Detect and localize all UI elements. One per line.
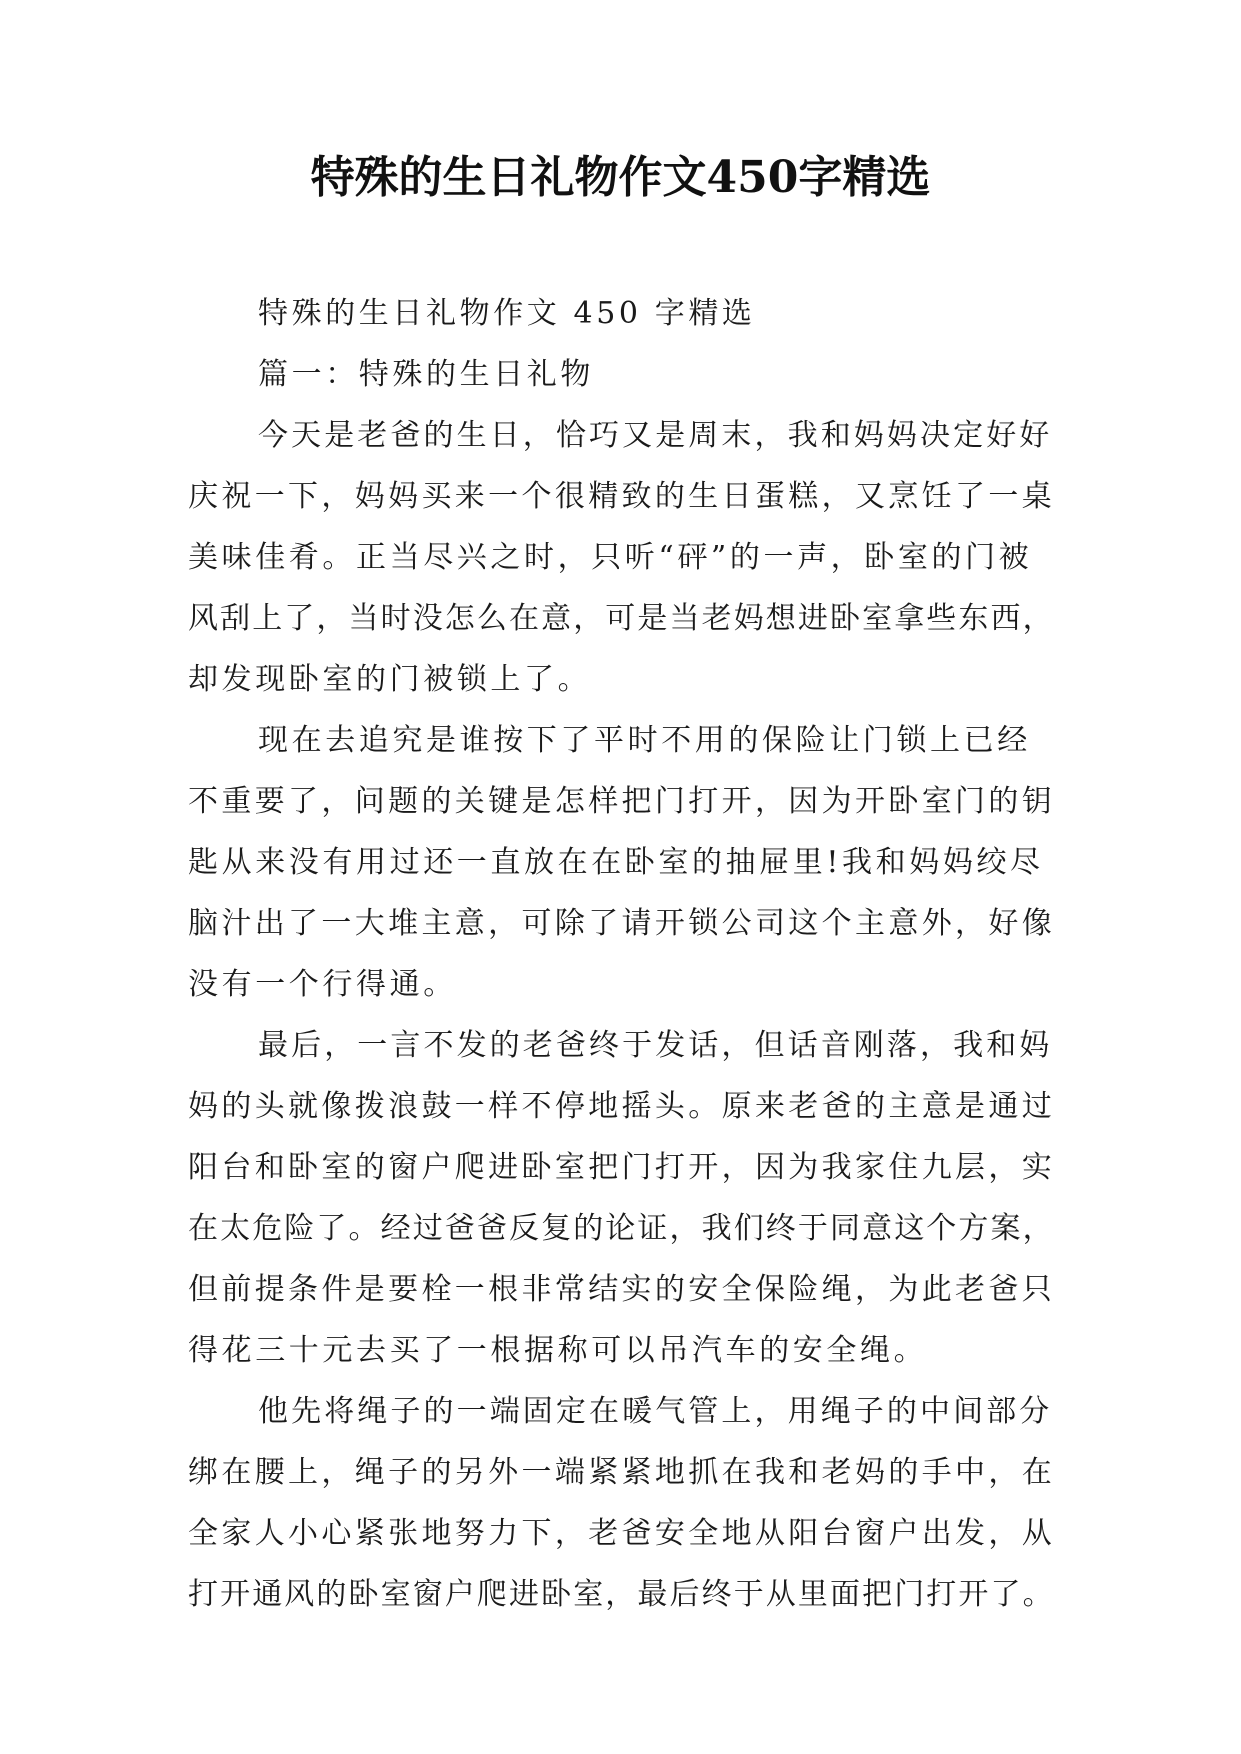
text-line: 绑在腰上，绳子的另外一端紧紧地抓在我和老妈的手中，在: [188, 1455, 1056, 1490]
text-line: 他先将绳子的一端固定在暖气管上，用绳子的中间部分: [258, 1394, 1053, 1429]
text-line: 在太危险了。经过爸爸反复的论证，我们终于同意这个方案，: [188, 1211, 1055, 1246]
text-line: 现在去追究是谁按下了平时不用的保险让门锁上已经: [258, 723, 1031, 758]
text-line: 美味佳肴。正当尽兴之时，只听“砰”的一声，卧室的门被: [188, 540, 1033, 575]
text-line: 庆祝一下，妈妈买来一个很精致的生日蛋糕，又烹饪了一桌: [188, 479, 1056, 514]
text-line: 却发现卧室的门被锁上了。: [188, 662, 592, 697]
text-line: 打开通风的卧室窗户爬进卧室，最后终于从里面把门打开了。: [188, 1577, 1055, 1612]
text-line: 今天是老爸的生日，恰巧又是周末，我和妈妈决定好好: [258, 418, 1053, 453]
text-line: 但前提条件是要栓一根非常结实的安全保险绳，为此老爸只: [188, 1272, 1056, 1307]
text-line: 风刮上了，当时没怎么在意，可是当老妈想进卧室拿些东西，: [188, 601, 1055, 636]
text-line: 不重要了，问题的关键是怎样把门打开，因为开卧室门的钥: [188, 784, 1056, 819]
text-line: 妈的头就像拨浪鼓一样不停地摇头。原来老爸的主意是通过: [188, 1089, 1056, 1124]
document-title: 特殊的生日礼物作文450字精选: [310, 152, 931, 203]
text-line: 最后，一言不发的老爸终于发话，但话音刚落，我和妈: [258, 1028, 1053, 1063]
text-line: 匙从来没有用过还一直放在在卧室的抽屉里!我和妈妈绞尽: [188, 845, 1044, 880]
text-line: 得花三十元去买了一根据称可以吊汽车的安全绳。: [188, 1333, 928, 1368]
text-line: 没有一个行得通。: [188, 967, 457, 1002]
text-line: 全家人小心紧张地努力下，老爸安全地从阳台窗户出发，从: [188, 1516, 1056, 1551]
document-body: [188, 283, 1056, 1625]
text-line: 脑汁出了一大堆主意，可除了请开锁公司这个主意外，好像: [188, 906, 1056, 941]
text-line: 阳台和卧室的窗户爬进卧室把门打开，因为我家住九层，实: [188, 1150, 1056, 1185]
text-line: 篇一：特殊的生日礼物: [258, 357, 594, 392]
text-line: 特殊的生日礼物作文 450 字精选: [258, 296, 756, 331]
